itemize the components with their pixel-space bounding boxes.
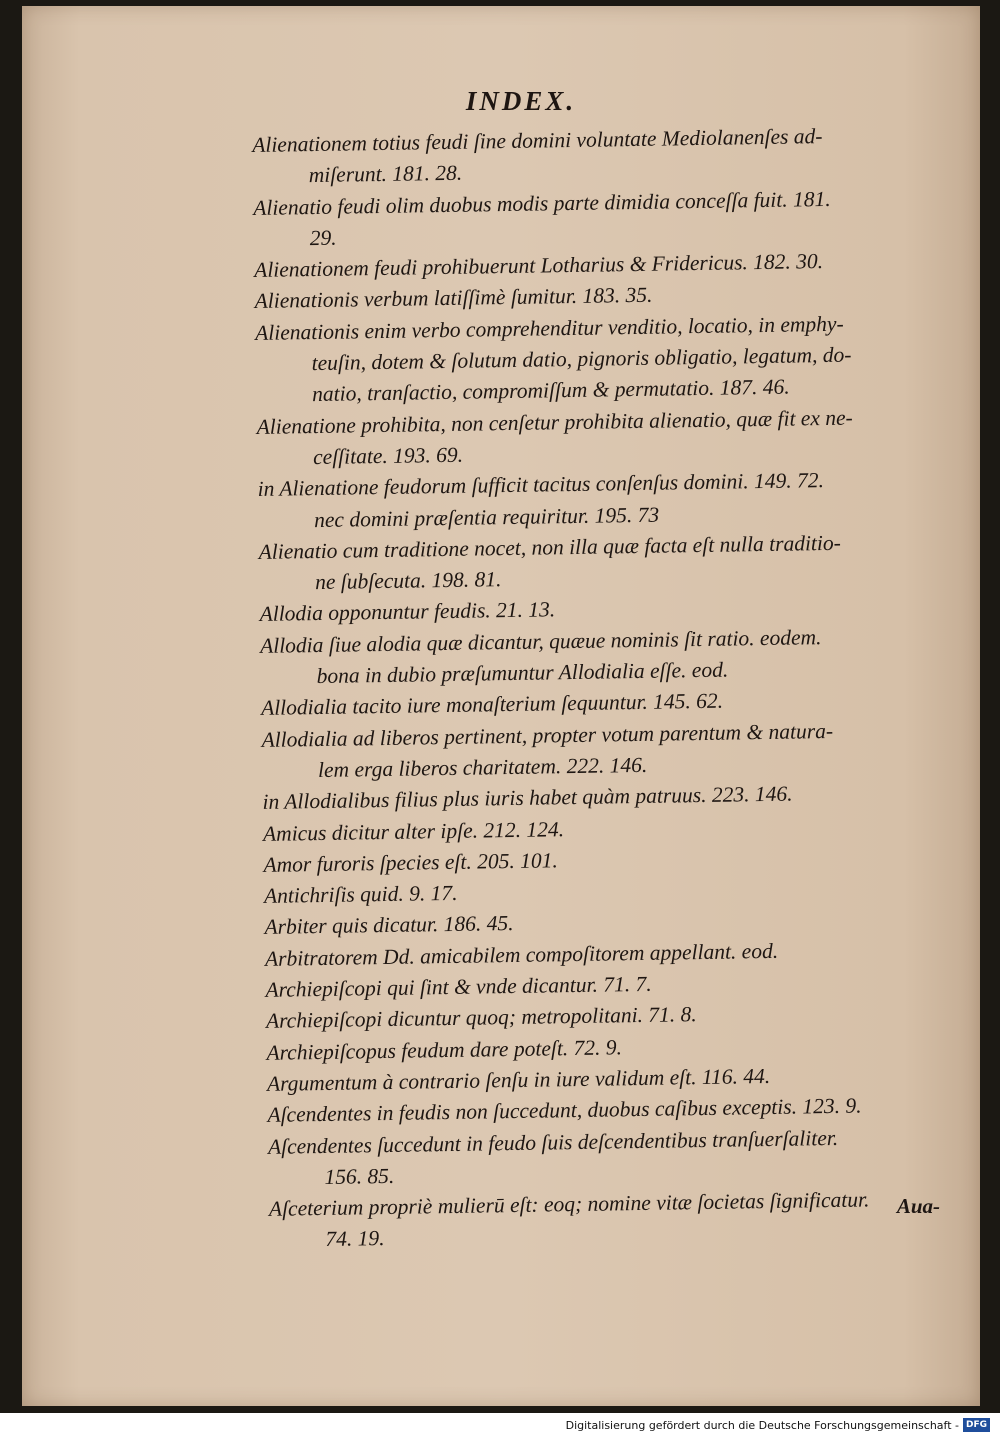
entry-line: Archiepiſcopus feudum dare poteſt. 72. 9.	[266, 1034, 623, 1065]
index-entry	[256, 401, 957, 475]
index-entry	[253, 182, 954, 256]
entry-continuation-line: lem erga liberos charitatem. 222. 146.	[317, 752, 648, 782]
entry-line: Amicus dicitur alter ipſe. 212. 124.	[262, 816, 565, 846]
index-entries	[252, 119, 970, 1257]
entry-line: Alienatio cum traditione nocet, non illa quæ facta eſt nulla traditio-	[258, 530, 841, 564]
entry-continuation-line: ne ſubſecuta. 198. 81.	[314, 567, 502, 595]
entry-line: Alienationis verbum latiſſimè ſumitur. 183. 35.	[254, 283, 653, 314]
index-entry	[260, 620, 961, 694]
digitization-footer	[566, 1416, 990, 1434]
entry-line: Arbiter quis dicatur. 186. 45.	[264, 911, 514, 940]
funding-credit: Digitalisierung gefördert durch die Deutsche Forschungsgemeinschaft -	[565, 1418, 959, 1432]
entry-continuation-line: natio, tranſactio, compromiſſum & permutatio. 187. 46.	[311, 374, 790, 407]
index-entry	[268, 1120, 969, 1194]
entry-line: Archiepiſcopi dicuntur quoq; metropolitani. 71. 8.	[265, 1002, 697, 1034]
entry-line: Aſcendentes in feudis non ſuccedunt, duobus caſibus exceptis. 123. 9.	[267, 1093, 862, 1128]
entry-line: Alienationem totius feudi ſine domini voluntate Mediolanenſes ad-	[252, 124, 823, 157]
entry-line: Argumentum à contrario ſenſu in iure validum eſt. 116. 44.	[266, 1063, 771, 1096]
entry-line: Arbitratorem Dd. amicabilem compoſitorem appellant. eod.	[264, 938, 779, 971]
entry-continuation-line: bona in dubio præſumuntur Allodialia eſſe. eod.	[316, 657, 729, 689]
entry-line: Allodia ſiue alodia quæ dicantur, quæue nominis ſit ratio. eodem.	[259, 624, 822, 658]
index-entry	[255, 307, 956, 412]
index-entry	[269, 1183, 970, 1257]
entry-line: Alienationem feudi prohibuerunt Lotharius & Fridericus. 182. 30.	[254, 249, 824, 283]
entry-continuation-line: miſerunt. 181. 28.	[308, 161, 463, 188]
entry-line: Alienatio feudi olim duobus modis parte dimidia conceſſa fuit. 181.	[253, 186, 831, 220]
index-entry	[257, 463, 958, 537]
entry-line: Alienationis enim verbo comprehenditur venditio, locatio, in emphy-	[254, 311, 844, 345]
dfg-logo: DFG	[963, 1418, 990, 1432]
book-page	[22, 6, 980, 1406]
entry-continuation-line: 74. 19.	[325, 1226, 385, 1252]
entry-line: Amor furoris ſpecies eſt. 205. 101.	[263, 848, 558, 877]
entry-line: Alienatione prohibita, non cenſetur prohibita alienatio, quæ fit ex ne-	[256, 405, 853, 439]
entry-line: Archiepiſcopi qui ſint & vnde dicantur. 71. 7.	[265, 971, 652, 1002]
entry-line: in Alienatione feudorum ſufficit tacitus conſenſus domini. 149. 72.	[257, 468, 825, 502]
entry-line: Allodialia ad liberos pertinent, propter votum parentum & natura-	[261, 718, 834, 752]
catchword: Aua-	[896, 1194, 940, 1218]
entry-continuation-line: ceſſitate. 193. 69.	[312, 442, 464, 470]
entry-line: Antichriſis quid. 9. 17.	[263, 880, 458, 909]
entry-continuation-line: teuſin, dotem & ſolutum datio, pignoris obligatio, legatum, do-	[311, 342, 852, 376]
entry-line: Allodia opponuntur feudis. 21. 13.	[259, 597, 556, 627]
entry-continuation-line: 156. 85.	[324, 1163, 395, 1189]
entry-line: Allodialia tacito iure monaſterium ſequuntur. 145. 62.	[260, 689, 724, 721]
index-entry	[258, 526, 959, 600]
entry-continuation-line: 29.	[309, 225, 337, 250]
entry-line: Aſcendentes ſuccedunt in feudo ſuis deſcendentibus tranſuerſaliter.	[267, 1125, 839, 1159]
entry-line: in Allodialibus filius plus iuris habet quàm patruus. 223. 146.	[262, 781, 793, 815]
entry-line: Aſceterium propriè mulierū eſt: eoq; nomine vitæ ſocietas ſignificatur.	[268, 1187, 870, 1221]
index-entry	[261, 714, 962, 788]
page-header: INDEX.	[465, 86, 577, 116]
index-entry	[252, 119, 953, 193]
entry-continuation-line: nec domini præſentia requiritur. 195. 73	[313, 502, 660, 532]
